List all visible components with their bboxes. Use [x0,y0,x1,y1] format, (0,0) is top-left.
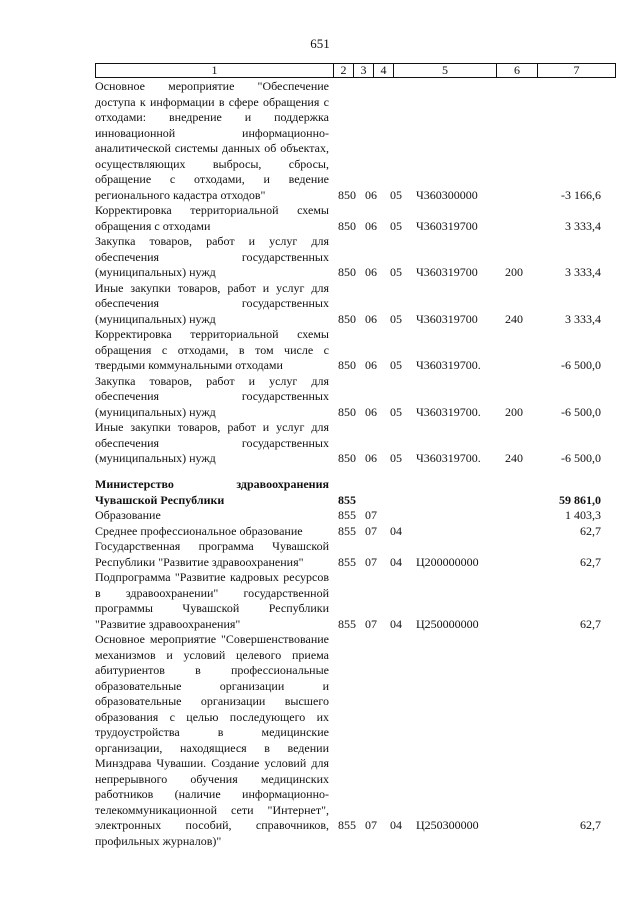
cell-grbs: 855 [338,616,356,631]
row-name: Корректировка территориальной схемы обращения с отходами [95,203,329,233]
header-col-2: 2 [334,64,354,78]
table-row [0,203,640,234]
cell-sum: -6 500,0 [561,358,601,372]
table-row [0,524,640,540]
cell-rz: 06 [365,358,377,372]
cell-rz: 06 [365,265,377,279]
cell-sum: -3 166,6 [561,187,601,202]
cell-sum: 59 861,0 [559,492,601,507]
table-row [0,632,640,849]
row-name: Основное мероприятие "Совершенствование механизмов и условий целевого приема абитуриентов в профессиональные образовательные организации и образовательные организации высшего образования с целью последующего их трудоустройства в медицинские организации, находящиеся в ведении Минздрава Чувашии. Создание условий для непрерывного обучения медицинских работников (наличие информационно-телекоммуникационной сети "Интернет", электронных пособий, справочников, профильных журналов)" [95,632,329,848]
header-col-6: 6 [497,64,538,78]
table-row [0,327,640,374]
cell-pr: 04 [390,818,402,832]
cell-pr: 04 [390,616,402,631]
table-row [0,79,640,203]
cell-rz: 06 [365,451,377,465]
header-col-1: 1 [96,64,334,78]
cell-sum: 1 403,3 [565,508,601,522]
cell-csr: Ч360300000 [416,187,478,202]
cell-sum: 3 333,4 [565,265,601,279]
cell-grbs: 855 [338,523,356,538]
table-row [0,281,640,328]
page-number: 651 [310,36,330,51]
row-name: Министерство здравоохранения Чувашской Республики [95,477,329,507]
cell-grbs: 855 [338,492,356,507]
cell-csr: Ч360319700 [416,265,478,279]
table-row [0,570,640,632]
cell-csr: Ч360319700. [416,358,481,372]
cell-rz: 06 [365,187,377,202]
row-name: Государственная программа Чувашской Республики "Развитие здравоохранения" [95,539,329,569]
cell-rz: 07 [365,508,377,522]
cell-grbs: 850 [338,218,356,233]
cell-grbs: 850 [338,404,356,419]
cell-vr: 200 [505,265,523,279]
table-row [0,420,640,467]
cell-grbs: 855 [338,554,356,569]
row-name: Корректировка территориальной схемы обращения с отходами, в том числе с твердыми коммунальными отходами [95,327,329,372]
table-row [0,477,640,508]
row-name: Иные закупки товаров, работ и услуг для обеспечения государственных (муниципальных) нужд [95,420,329,465]
header-col-5: 5 [394,64,497,78]
row-name: Основное мероприятие "Обеспечение доступа к информации в сфере обращения с отходами: внедрение и поддержка инновационной информационно-аналитической системы данных об объектах, осуществляющих выбросы, сбросы, обращение с отходами, и ведение регионального кадастра отходов" [95,79,329,202]
cell-vr: 240 [505,451,523,465]
cell-rz: 06 [365,218,377,233]
cell-rz: 07 [365,818,377,832]
cell-csr: Ч360319700. [416,404,481,419]
row-name: Образование [95,508,161,522]
header-col-7: 7 [538,64,616,78]
cell-pr: 05 [390,451,402,465]
cell-vr: 240 [505,311,523,326]
row-name: Закупка товаров, работ и услуг для обеспечения государственных (муниципальных) нужд [95,234,329,279]
cell-rz: 06 [365,311,377,326]
table-row [0,539,640,570]
row-name: Подпрограмма "Развитие кадровых ресурсов в здравоохранении" государственной программы Чувашской Республики "Развитие здравоохранения" [95,570,329,631]
cell-rz: 06 [365,404,377,419]
cell-sum: 3 333,4 [565,311,601,326]
cell-csr: Ч360319700. [416,451,481,465]
cell-grbs: 850 [338,451,356,465]
cell-sum: 3 333,4 [565,218,601,233]
cell-pr: 04 [390,523,402,538]
cell-rz: 07 [365,616,377,631]
cell-csr: Ц200000000 [416,554,479,569]
cell-grbs: 850 [338,265,356,279]
table-header [95,63,616,78]
cell-vr: 200 [505,404,523,419]
row-name: Иные закупки товаров, работ и услуг для обеспечения государственных (муниципальных) нужд [95,280,329,326]
cell-pr: 05 [390,187,402,202]
row-name: Среднее профессиональное образование [95,523,303,538]
cell-grbs: 855 [338,818,356,832]
cell-pr: 05 [390,404,402,419]
cell-pr: 05 [390,218,402,233]
cell-csr: Ч360319700 [416,218,478,233]
cell-sum: 62,7 [580,818,601,832]
cell-csr: Ц250300000 [416,818,479,832]
cell-grbs: 850 [338,187,356,202]
cell-rz: 07 [365,554,377,569]
cell-pr: 05 [390,311,402,326]
cell-sum: -6 500,0 [561,404,601,419]
header-col-4: 4 [374,64,394,78]
table-row [0,374,640,421]
cell-rz: 07 [365,523,377,538]
cell-sum: 62,7 [580,523,601,538]
cell-grbs: 850 [338,311,356,326]
header-col-3: 3 [354,64,374,78]
cell-sum: 62,7 [580,616,601,631]
cell-pr: 04 [390,554,402,569]
cell-pr: 05 [390,358,402,372]
cell-sum: -6 500,0 [561,451,601,465]
cell-grbs: 850 [338,358,356,372]
table-row [0,508,640,524]
cell-csr: Ч360319700 [416,311,478,326]
cell-grbs: 855 [338,508,356,522]
row-name: Закупка товаров, работ и услуг для обеспечения государственных (муниципальных) нужд [95,373,329,419]
table-row [0,234,640,281]
cell-csr: Ц250000000 [416,616,479,631]
cell-sum: 62,7 [580,554,601,569]
cell-pr: 05 [390,265,402,279]
